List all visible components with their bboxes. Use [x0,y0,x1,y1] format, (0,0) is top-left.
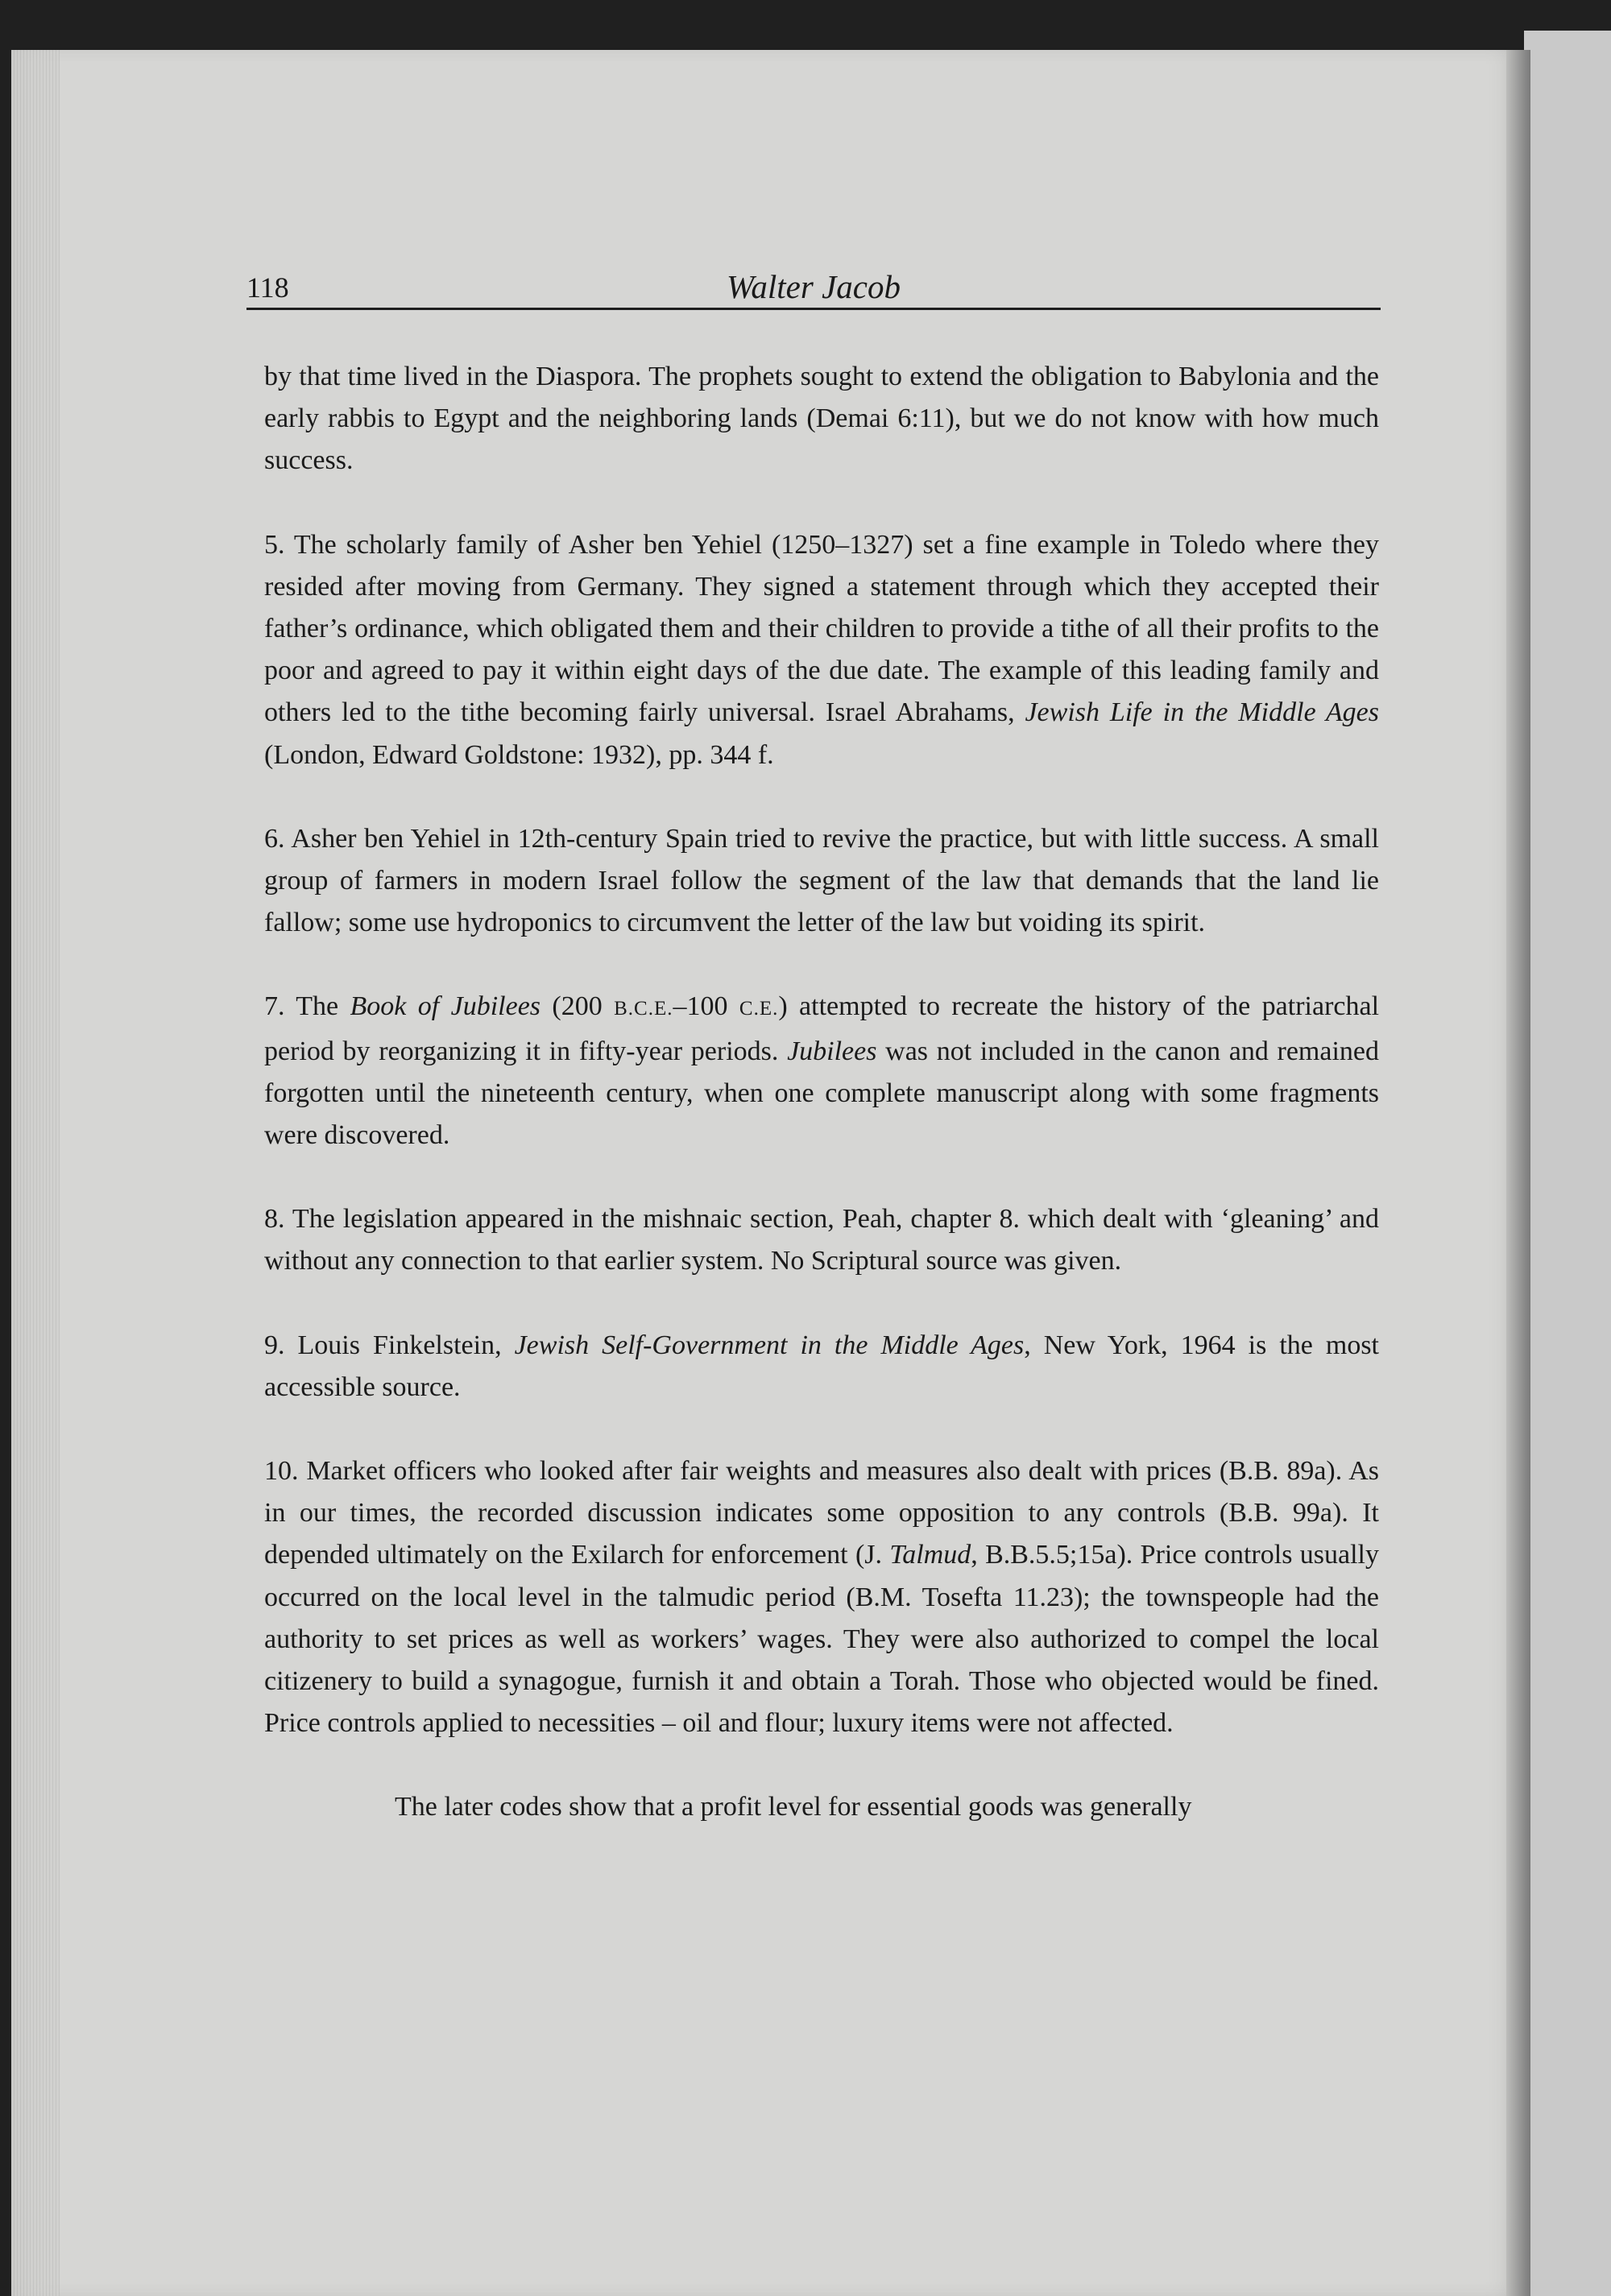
page-number: 118 [246,271,289,304]
book-title: Book of Jubilees [350,991,541,1022]
note-number: 5. [264,529,285,560]
book-title: Talmud [889,1540,971,1570]
note-text: The legislation appeared in the mishnaic section, Peah, chapter 8. which dealt with ‘gleaning’ and without any connection to that earlier system. No Scriptural source was given. [264,1204,1380,1276]
note-7 [264,986,1379,1156]
body-paragraph: The later codes show that a profit level for essential goods was generally [395,1792,1192,1822]
book-title: Jewish Life in the Middle Ages [1025,697,1380,728]
note-text: The [296,991,350,1022]
note-text: –100 [673,991,739,1022]
running-head-author: Walter Jacob [727,268,901,305]
note-text: (London, Edward Goldstone: 1932), pp. 344 f. [264,739,774,770]
note-number: 7. [264,991,285,1022]
book-gutter [1506,50,1530,2296]
note-text: by that time lived in the Diaspora. The prophets sought to extend the obligation to Babylonia and the early rabbis to Egypt and the neighboring lands (Demai 6:11), but we do not know with how much success. [264,362,1379,476]
note-continued [264,356,1379,482]
note-5 [264,524,1379,776]
era-abbrev: C.E. [739,998,779,1020]
note-text: The scholarly family of Asher ben Yehiel (1250–1327) set a fine example in Toledo where they resided after moving from Germany. They signed a statement through which they accepted their father’s ordinance, which obligated them and their children to provide a tithe of all their profits to the poor and agreed to pay it within eight days of the due date. The example of this leading family and others led to the tithe becoming fairly universal. Israel Abrahams, [264,529,1379,728]
note-number: 9. [264,1330,285,1360]
note-number: 10. [264,1456,299,1487]
note-text: Asher ben Yehiel in 12th-century Spain tried to revive the practice, but with little success. A small group of farmers in modern Israel follow the segment of the law that demands that the land lie fallow; some use hydroponics to circumvent the letter of the law but voiding its spirit. [264,823,1380,938]
note-text: (200 [540,991,615,1022]
endnotes [264,356,1379,1829]
page-edges [11,50,60,2296]
note-6 [264,818,1379,945]
running-head [246,266,1381,310]
note-text: Market officers who looked after fair weights and measures also dealt with prices (B.B. 89a). As in our times, the recorded discussion indicates some opposition to any controls (B.B. 99a). It depended ultimately on the Exilarch for enforcement (J. [264,1456,1379,1570]
note-text: was not included in the canon and remained forgotten until the nineteenth century, when one complete manuscript along with some fragments were discovered. [264,1036,1379,1151]
era-abbrev: B.C.E. [614,998,673,1020]
note-text: , New York, 1964 is the most accessible source. [264,1330,1380,1402]
note-10 [264,1450,1379,1744]
note-text: Louis Finkelstein, [297,1330,515,1360]
note-number: 8. [264,1204,285,1235]
note-text: , B.B.5.5;15a). Price controls usually occurred on the local level in the talmudic period (B.M. Tosefta 11.23); the townspeople had the authority to set prices as well as workers’ wages. They were also authorized to compel the local citizenery to build a synagogue, furnish it and obtain a Torah. Those who objected would be fined. Price controls applied to necessities – oil and flour; luxury items were not affected. [264,1540,1380,1739]
book-title: Jewish Self-Government in the Middle Ages [514,1330,1025,1360]
note-text: ) attempted to recreate the history of the patriarchal period by reorganizing it in fifty-year periods. [264,991,1380,1066]
note-number: 6. [264,823,285,854]
facing-page [1524,31,1611,2296]
note-9 [264,1325,1379,1409]
book-title: Jubilees [787,1036,877,1066]
note-8 [264,1198,1379,1282]
